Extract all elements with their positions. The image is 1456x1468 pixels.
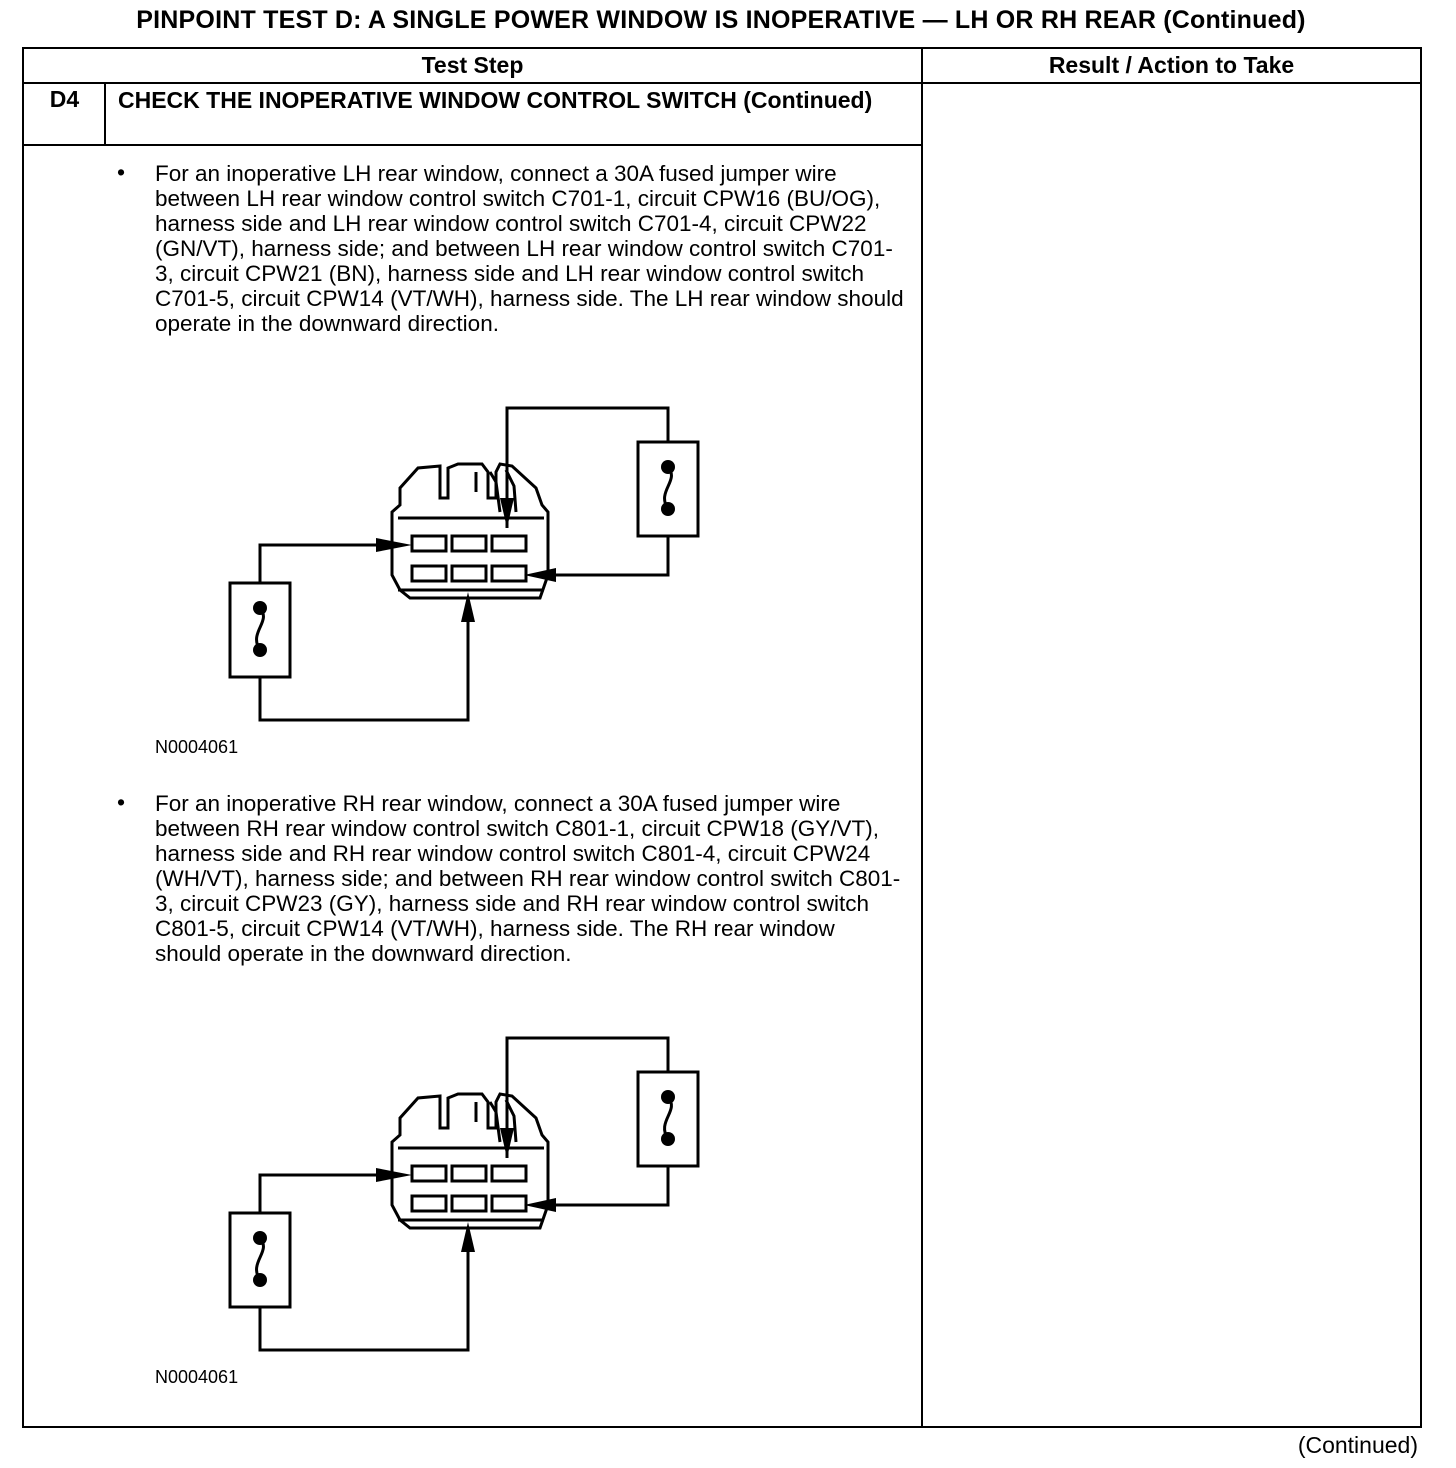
figure-code-lh: N0004061	[155, 737, 239, 757]
page-title: PINPOINT TEST D: A SINGLE POWER WINDOW IS INOPERATIVE — LH OR RH REAR (Continued)	[136, 6, 1306, 34]
figure-code-rh: N0004061	[155, 1367, 239, 1387]
bullet: •	[117, 159, 126, 185]
step-id: D4	[49, 86, 80, 112]
bullet: •	[117, 789, 126, 815]
column-divider	[921, 47, 923, 1428]
instruction-rh: For an inoperative RH rear window, connect a 30A fused jumper wire between RH rear window control switch C801-1, circuit CPW18 (GY/VT), harness side and RH rear window control switch C801-4, circuit CPW24 (WH/VT), harness side; and between RH rear window control switch C801-3, circuit CPW23 (GY), harness side and RH rear window control switch C801-5, circuit CPW14 (VT/WH), harness side. The RH rear window should operate in the downward direction.	[155, 791, 901, 966]
connector-diagram-lh	[200, 400, 740, 740]
column-header-test-step: Test Step	[421, 52, 524, 78]
continued-label: (Continued)	[1297, 1432, 1418, 1458]
column-header-result: Result / Action to Take	[1048, 52, 1295, 78]
step-title-divider	[22, 144, 922, 146]
step-title: CHECK THE INOPERATIVE WINDOW CONTROL SWITCH (Continued)	[118, 87, 873, 113]
connector-diagram-rh	[200, 1030, 740, 1370]
instruction-lh: For an inoperative LH rear window, connect a 30A fused jumper wire between LH rear window control switch C701-1, circuit CPW16 (BU/OG), harness side and LH rear window control switch C701-4, circuit CPW22 (GN/VT), harness side; and between LH rear window control switch C701-3, circuit CPW21 (BN), harness side and LH rear window control switch C701-5, circuit CPW14 (VT/WH), harness side. The LH rear window should operate in the downward direction.	[155, 161, 904, 336]
